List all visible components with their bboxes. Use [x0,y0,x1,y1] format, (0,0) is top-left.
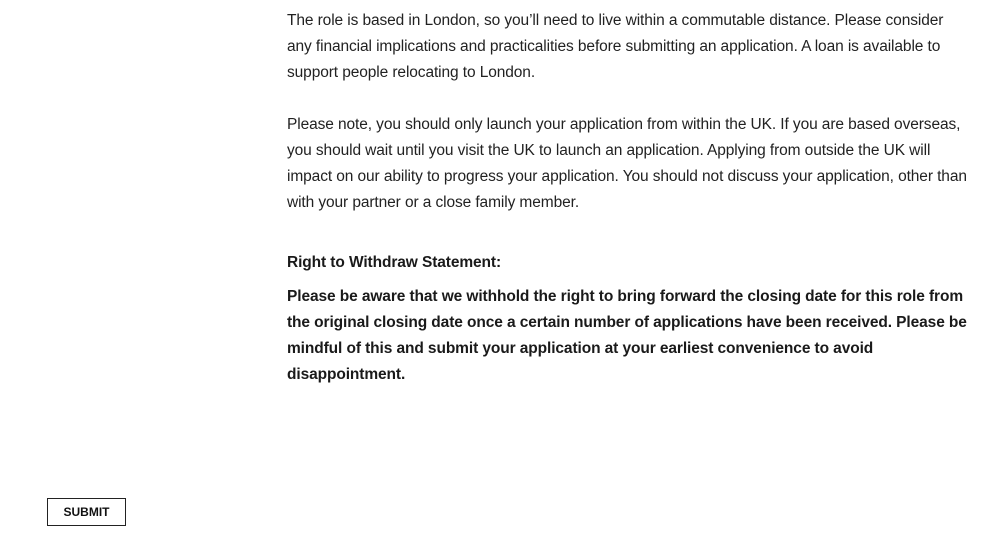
job-description-content [287,8,967,388]
submit-button[interactable]: SUBMIT [47,498,126,526]
relocation-paragraph: The role is based in London, so you’ll need to live within a commutable distance. Please consider any financial implications and practicalities before submitting an application. A loan is available to support people relocating to London. [287,12,944,81]
withdraw-statement-text: Please be aware that we withhold the right to bring forward the closing date for this role from the original closing date once a certain number of applications have been received. Please be mindful of this and submit your application at your earliest convenience to avoid disappointment. [287,288,967,383]
withdraw-statement-heading: Right to Withdraw Statement: [287,254,502,271]
overseas-paragraph: Please note, you should only launch your application from within the UK. If you are based overseas, you should wait until you visit the UK to launch an application. Applying from outside the UK will impact on our ability to progress your application. You should not discuss your application, other than with your partner or a close family member. [287,116,967,211]
